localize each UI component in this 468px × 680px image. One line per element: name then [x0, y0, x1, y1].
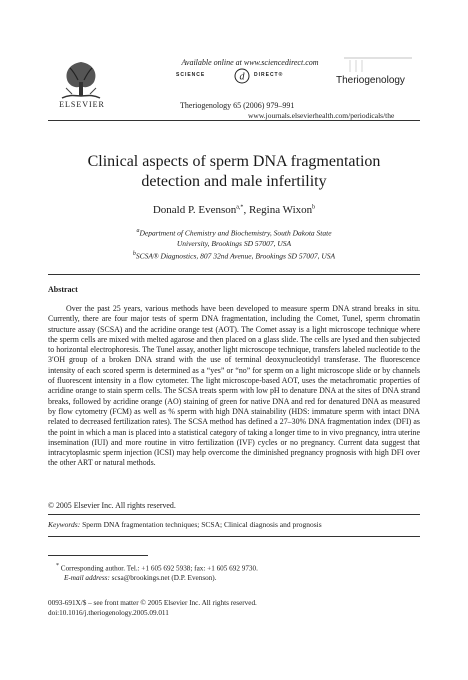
keywords-label: Keywords:: [48, 520, 81, 529]
author-2-name: Regina Wixon: [248, 204, 313, 216]
front-matter-info: [48, 598, 420, 618]
keywords-text: Sperm DNA fragmentation techniques; SCSA; Clinical diagnosis and prognosis: [82, 520, 322, 529]
affiliation-a-line-2: University, Brookings SD 57007, USA: [176, 238, 292, 248]
affiliation-a-mark: a: [136, 228, 140, 234]
keywords-bottom-divider: [48, 536, 420, 537]
available-online-text: Available online at www.sciencedirect.com: [181, 58, 319, 67]
keywords-line: [48, 520, 420, 529]
affiliations: [48, 226, 420, 261]
issn-line: 0093-691X/$ – see front matter © 2005 Elsevier Inc. All rights reserved.: [48, 599, 257, 607]
journal-citation: Theriogenology 65 (2006) 979–991: [180, 101, 295, 110]
elsevier-tree-logo-icon: [56, 58, 106, 102]
publisher-name: ELSEVIER: [59, 100, 105, 109]
corresponding-author-footnote: [56, 561, 420, 583]
sciencedirect-d-icon: [234, 68, 250, 84]
affiliation-b-mark: b: [132, 250, 136, 257]
footnote-mark: *: [56, 563, 59, 569]
author-separator: ,: [243, 204, 249, 216]
footnote-divider: [48, 555, 148, 556]
article-title: [48, 152, 420, 192]
footnote-contact: Corresponding author. Tel.: +1 605 692 5938; fax: +1 605 692 9730.: [60, 564, 258, 573]
footnote-line-2: [56, 573, 420, 583]
svg-text:d: d: [239, 71, 245, 83]
author-1-name: Donald P. Evenson: [152, 204, 237, 216]
title-line-1: Clinical aspects of sperm DNA fragmentation: [87, 153, 381, 170]
journal-url[interactable]: www.journals.elsevierhealth.com/periodicals/the: [248, 111, 395, 120]
author-2-marks[interactable]: b: [312, 204, 316, 211]
footnote-line-1: [56, 561, 420, 573]
title-line-2: detection and male infertility: [141, 173, 327, 190]
sciencedirect-logo: [176, 68, 326, 84]
author-list: [48, 204, 420, 216]
abstract-heading: Abstract: [48, 285, 78, 294]
header-divider: [48, 120, 420, 121]
abstract-top-divider: [48, 274, 420, 275]
author-1-marks[interactable]: a,*: [236, 204, 244, 211]
sciencedirect-left-text: SCIENCE: [176, 72, 206, 78]
email-address[interactable]: scsa@brookings.net (D.P. Evenson).: [111, 574, 217, 583]
sciencedirect-right-text: DIRECT®: [254, 72, 284, 78]
abstract-body: Over the past 25 years, various methods have been developed to measure sperm DNA strand breaks in situ. Currently, there are four major tests of sperm DNA fragmentation, including the Comet, Tunel, sperm chromatin structure assay (SCSA) and the acridine orange test (AOT). The Comet assay is a light microscope technique where the sperm cells are mixed with melted agarose and then placed on a glass slide. The cells are lysed and then subjected to horizontal electrophoresis. The Tunel assay, another light microscope technique, transfers labeled nucleotide to the 3′OH group of a broken DNA strand with the use of terminal deoxynucleotidyl transferase. The fluorescence intensity of each scored sperm is determined as a “yes” or “no” for sperm on a light microscope slide or by channels of fluorescent intensity in a flow cytometer. The light microscope-based AOT, uses the metachromatic properties of acridine orange to stain sperm cells. The SCSA treats sperm with low pH to denature DNA at the sites of DNA strand breaks, followed by acridine orange (AO) staining of green for native DNA and red for denatured DNA as measured by flow cytometry (FCM) as well as % sperm with high DNA stainability (HDS: immature sperm with intact DNA related to decreased fertilization rates). The SCSA method has defined a 27–30% DNA fragmentation index (DFI) as the point in which a man is placed into a statistical category of taking a longer time to in vivo pregnancy, intra uterine insemination (IUI) and more routine in vitro fertilization (IVF) cycles or no pregnancy. Current data suggest that intracytoplasmic sperm injection (ICSI) may help overcome the diminished pregnancy prognosis with high DFI over the other ART or natural methods.: [48, 304, 420, 468]
keywords-divider: [48, 514, 420, 515]
journal-logo-text: Theriogenology: [336, 75, 405, 86]
abstract-copyright: © 2005 Elsevier Inc. All rights reserved.: [48, 501, 176, 510]
affiliation-b-line: [48, 249, 420, 262]
email-label: E-mail address:: [64, 574, 110, 583]
affiliation-b-text: SCSA® Diagnostics, 807 32nd Avenue, Brookings SD 57007, USA: [135, 251, 336, 260]
doi-line[interactable]: doi:10.1016/j.theriogenology.2005.09.011: [48, 609, 169, 617]
affiliation-a-line-1: [48, 226, 420, 239]
affiliation-a-text-1: Department of Chemistry and Biochemistry, South Dakota State: [139, 228, 332, 238]
